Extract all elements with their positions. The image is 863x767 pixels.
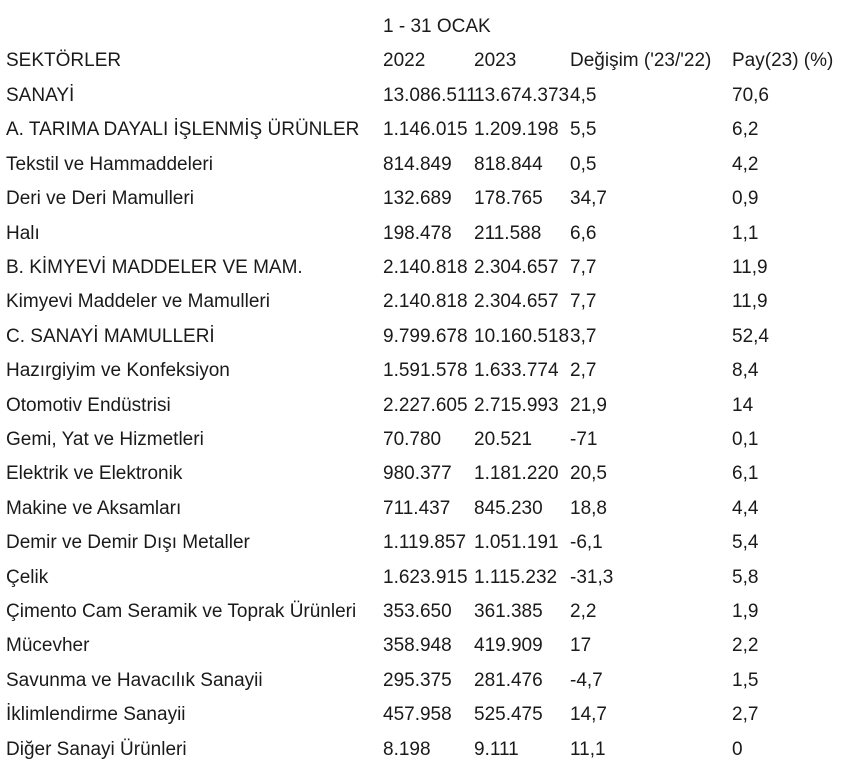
cell-2022: 13.086.511	[383, 85, 477, 106]
cell-2022: 2.140.818	[383, 291, 468, 313]
cell-share: 6,2	[732, 119, 759, 141]
cell-sector: Diğer Sanayi Ürünleri	[6, 738, 187, 760]
cell-sector: Çimento Cam Seramik ve Toprak Ürünleri	[6, 601, 357, 622]
cell-share: 1,5	[732, 669, 759, 691]
cell-change: 34,7	[570, 188, 607, 210]
header-share: Pay(23) (%)	[732, 50, 834, 71]
table-row	[0, 285, 863, 319]
cell-2022: 1.146.015	[383, 119, 468, 141]
cell-sector: A. TARIMA DAYALI İŞLENMİŞ ÜRÜNLER	[6, 119, 360, 141]
cell-sector: SANAYİ	[6, 85, 75, 106]
cell-change: 0,5	[570, 153, 597, 175]
cell-share: 52,4	[732, 325, 769, 347]
cell-change: 6,6	[570, 222, 597, 244]
cell-share: 2,2	[732, 635, 759, 657]
table-row	[0, 492, 863, 526]
cell-sector: Savunma ve Havacılık Sanayii	[6, 669, 263, 691]
cell-2022: 70.780	[383, 429, 442, 450]
table-row	[0, 354, 863, 388]
cell-sector: Tekstil ve Hammaddeleri	[6, 153, 213, 175]
cell-change: 2,2	[570, 601, 597, 622]
table-row	[0, 217, 863, 251]
cell-2023: 845.230	[474, 497, 543, 519]
table-row	[0, 733, 863, 767]
cell-2023: 1.209.198	[474, 119, 559, 141]
cell-2023: 211.588	[474, 222, 542, 244]
cell-change: 21,9	[570, 394, 607, 416]
cell-2023: 419.909	[474, 635, 543, 657]
cell-2023: 10.160.518	[474, 325, 570, 347]
cell-share: 14	[732, 394, 754, 416]
cell-share: 5,8	[732, 566, 759, 588]
header-row	[0, 44, 863, 78]
cell-share: 1,9	[732, 601, 759, 622]
table-row	[0, 389, 863, 423]
cell-share: 8,4	[732, 360, 759, 382]
cell-sector: Otomotiv Endüstrisi	[6, 394, 171, 416]
table-row	[0, 320, 863, 354]
cell-2023: 361.385	[474, 601, 543, 622]
table-row	[0, 526, 863, 560]
cell-change: 7,7	[570, 257, 597, 278]
cell-sector: Elektrik ve Elektronik	[6, 463, 183, 485]
cell-change: 14,7	[570, 704, 607, 726]
cell-2022: 1.623.915	[383, 566, 468, 588]
header-sector: SEKTÖRLER	[6, 50, 122, 71]
cell-share: 1,1	[732, 222, 759, 244]
cell-share: 6,1	[732, 463, 759, 485]
table-row	[0, 629, 863, 663]
cell-share: 0	[732, 738, 743, 760]
cell-2022: 457.958	[383, 704, 452, 726]
cell-share: 2,7	[732, 704, 759, 726]
cell-2022: 980.377	[383, 463, 452, 485]
cell-2022: 9.799.678	[383, 325, 468, 347]
table-row	[0, 251, 863, 285]
cell-share: 0,9	[732, 188, 759, 210]
cell-2023: 9.111	[474, 738, 519, 760]
period-row	[0, 10, 863, 44]
cell-share: 11,9	[732, 257, 768, 278]
cell-sector: İklimlendirme Sanayii	[6, 704, 186, 726]
table-row	[0, 595, 863, 629]
cell-sector: Çelik	[6, 566, 49, 588]
cell-sector: Hazırgiyim ve Konfeksiyon	[6, 360, 230, 382]
cell-2022: 358.948	[383, 635, 452, 657]
cell-2023: 178.765	[474, 188, 543, 210]
cell-2022: 2.140.818	[383, 257, 468, 278]
period-label: 1 - 31 OCAK	[383, 16, 491, 37]
cell-change: 18,8	[570, 497, 607, 519]
cell-2023: 281.476	[474, 669, 543, 691]
cell-2023: 1.115.232	[474, 566, 558, 588]
table-row	[0, 561, 863, 595]
cell-2022: 353.650	[383, 601, 452, 622]
cell-2022: 711.437	[383, 497, 451, 519]
table-row	[0, 423, 863, 457]
cell-2023: 1.633.774	[474, 360, 559, 382]
cell-2023: 2.304.657	[474, 257, 559, 278]
cell-2023: 20.521	[474, 429, 533, 450]
table-row	[0, 664, 863, 698]
cell-change: 17	[570, 635, 592, 657]
cell-2023: 2.715.993	[474, 394, 559, 416]
cell-2022: 2.227.605	[383, 394, 468, 416]
cell-change: 4,5	[570, 85, 597, 106]
cell-sector: Halı	[6, 222, 40, 244]
cell-2023: 525.475	[474, 704, 543, 726]
cell-change: 7,7	[570, 291, 597, 313]
cell-share: 5,4	[732, 532, 759, 554]
table-row	[0, 113, 863, 147]
cell-change: -71	[570, 429, 598, 450]
cell-2023: 1.181.220	[474, 463, 559, 485]
cell-2022: 1.591.578	[383, 360, 468, 382]
cell-2022: 295.375	[383, 669, 452, 691]
cell-change: 5,5	[570, 119, 597, 141]
cell-share: 0,1	[732, 429, 759, 450]
table-row	[0, 79, 863, 113]
cell-change: 3,7	[570, 325, 597, 347]
cell-sector: Mücevher	[6, 635, 90, 657]
table-row	[0, 182, 863, 216]
cell-sector: Kimyevi Maddeler ve Mamulleri	[6, 291, 270, 313]
cell-sector: B. KİMYEVİ MADDELER VE MAM.	[6, 257, 303, 278]
cell-sector: C. SANAYİ MAMULLERİ	[6, 325, 215, 347]
cell-share: 4,2	[732, 153, 759, 175]
cell-sector: Demir ve Demir Dışı Metaller	[6, 532, 250, 554]
cell-sector: Makine ve Aksamları	[6, 497, 182, 519]
table-row	[0, 148, 863, 182]
cell-change: 2,7	[570, 360, 597, 382]
cell-share: 11,9	[732, 291, 768, 313]
cell-2023: 2.304.657	[474, 291, 559, 313]
cell-change: 20,5	[570, 463, 607, 485]
header-2023: 2023	[474, 50, 517, 71]
cell-2022: 1.119.857	[383, 532, 467, 554]
cell-2022: 198.478	[383, 222, 452, 244]
cell-2022: 8.198	[383, 738, 431, 760]
cell-sector: Gemi, Yat ve Hizmetleri	[6, 429, 204, 450]
cell-sector: Deri ve Deri Mamulleri	[6, 188, 194, 210]
cell-2023: 13.674.373	[474, 85, 570, 106]
cell-2022: 132.689	[383, 188, 452, 210]
cell-change: -6,1	[570, 532, 603, 554]
cell-2023: 1.051.191	[474, 532, 559, 554]
cell-2023: 818.844	[474, 153, 543, 175]
header-change: Değişim ('23/'22)	[570, 50, 712, 71]
cell-change: -31,3	[570, 566, 614, 588]
table-row	[0, 457, 863, 491]
table-row	[0, 698, 863, 732]
cell-change: 11,1	[570, 738, 606, 760]
cell-share: 4,4	[732, 497, 759, 519]
header-2022: 2022	[383, 50, 426, 71]
cell-change: -4,7	[570, 669, 603, 691]
cell-2022: 814.849	[383, 153, 452, 175]
cell-share: 70,6	[732, 85, 769, 106]
